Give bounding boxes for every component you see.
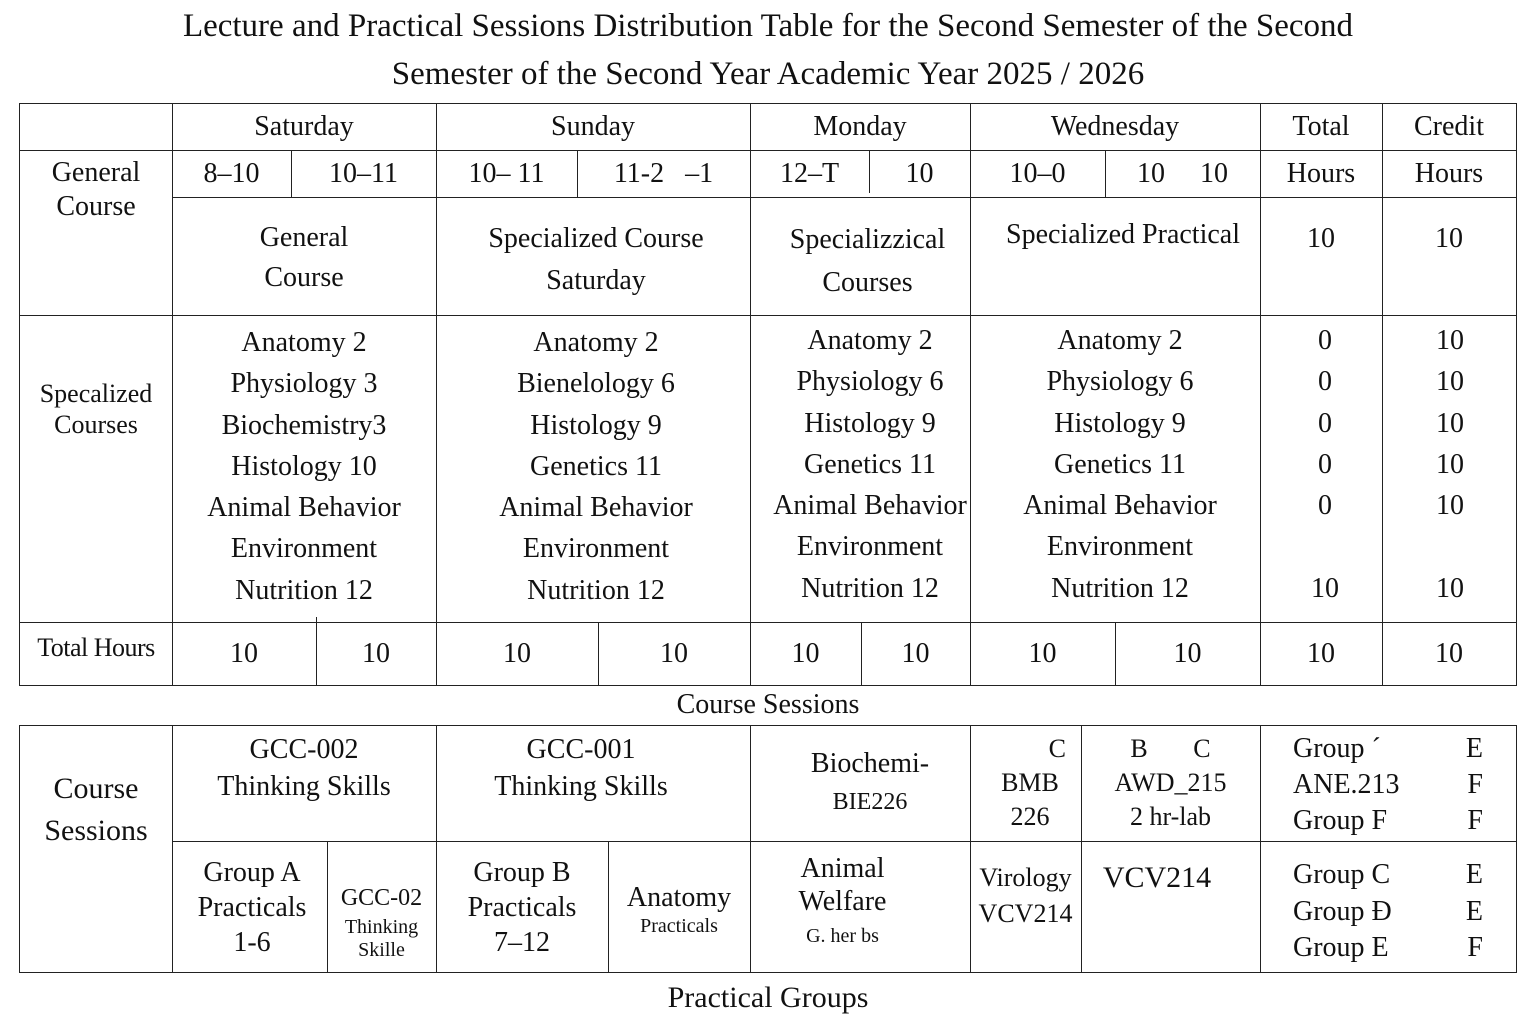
total-hours-value: 10 [1028, 637, 1057, 669]
course-sessions-row-label [20, 768, 172, 852]
course-item: Nutrition 12 [527, 574, 665, 606]
session-code: BIE226 [832, 789, 908, 815]
session-saturday-top [172, 731, 436, 803]
total-hours-header-line-1: Total [1292, 111, 1350, 142]
specialized-label-line: Courses [54, 410, 138, 439]
credit-hours-item [1447, 526, 1454, 567]
course-item: Physiology 6 [1046, 366, 1194, 398]
group-name: Group ´ [1293, 733, 1381, 764]
course-item: Anatomy 2 [807, 325, 933, 356]
session-name: Biochemi- [810, 748, 930, 779]
course-type-line: Courses [822, 267, 913, 298]
specialized-label-line: Specalized [39, 379, 153, 408]
total-hours-item: 0 [1318, 407, 1332, 439]
total-hours-item: 0 [1318, 448, 1332, 480]
day-header-saturday: Saturday [254, 111, 354, 142]
course-item: Histology 9 [1054, 407, 1186, 439]
session-name: Thinking Skills [217, 771, 391, 802]
credit-hours-item: 10 [1436, 572, 1464, 604]
course-type-line: Saturday [546, 265, 646, 296]
group-row [1293, 731, 1483, 767]
course-item: Environment [1046, 531, 1194, 563]
group-row [1293, 894, 1483, 931]
course-type-saturday [172, 218, 436, 302]
course-item: Physiology 3 [230, 368, 378, 400]
specialized-courses-monday [750, 320, 990, 610]
course-item: Physiology 6 [796, 366, 944, 398]
credit-hours-item: 10 [1436, 366, 1464, 398]
time-slot: 10 10 [1137, 157, 1228, 189]
group-code: E [1465, 733, 1483, 764]
course-item: Environment [230, 533, 378, 565]
total-hours-value: 10 [660, 637, 688, 669]
course-item: Environment [796, 531, 944, 563]
session-monday-top [750, 745, 990, 821]
total-hours-value: 10 [1435, 637, 1463, 669]
session-sunday-bottom-a [436, 855, 608, 960]
session-line: Virology [979, 863, 1072, 892]
session-line: BMB [1001, 768, 1059, 797]
session-line: Group A [203, 857, 301, 888]
total-hours-value: 10 [362, 637, 390, 669]
specialized-courses-wednesday [970, 320, 1270, 610]
total-hours-row-label: Total Hours [37, 632, 155, 662]
session-saturday-bottom-b [327, 880, 436, 972]
sessions-label-line: Sessions [44, 814, 148, 847]
group-code: F [1467, 805, 1483, 836]
group-name: ANE.213 [1293, 769, 1400, 800]
group-name: Group E [1293, 932, 1389, 963]
credit-hours-item: 10 [1436, 448, 1464, 480]
specialized-courses-sunday [436, 322, 756, 612]
page-title-line-1: Lecture and Practical Sessions Distribution Table for the Second Semester of the Second [182, 8, 1354, 44]
total-hours-value: 10 [503, 637, 531, 669]
session-monday-bottom [750, 852, 935, 962]
credit-hours-item: 10 [1436, 490, 1464, 522]
practical-groups-caption: Practical Groups [667, 981, 869, 1014]
course-item: Histology 10 [231, 450, 377, 482]
session-line: VCV214 [978, 899, 1073, 928]
total-hours-header-line-2: Hours [1286, 157, 1356, 189]
session-line: B C [1130, 734, 1211, 763]
total-hours-value: 10 [230, 637, 258, 669]
total-hours-item: 0 [1318, 490, 1332, 522]
group-code: E [1465, 859, 1483, 890]
specialized-credit-hours [1382, 320, 1518, 610]
total-hours-item: 0 [1318, 366, 1332, 398]
course-type-wednesday [970, 218, 1276, 260]
session-wednesday-b-top [1081, 732, 1260, 836]
total-hours-item: 10 [1311, 572, 1339, 604]
general-course-label-line-1: General [51, 157, 141, 188]
session-line: C [1048, 734, 1066, 763]
time-slot: 10–11 [329, 157, 398, 189]
session-wednesday-a-top [990, 732, 1070, 836]
course-type-line: Specialized Course [488, 223, 704, 254]
group-row [1293, 857, 1483, 894]
credit-hours-header-line-1: Credit [1414, 111, 1484, 142]
group-row [1293, 803, 1483, 839]
session-line: Skille [358, 939, 405, 961]
divider [20, 315, 1516, 316]
course-item: Genetics 11 [530, 450, 662, 482]
course-item: Nutrition 12 [801, 572, 939, 604]
course-type-monday [750, 218, 985, 302]
course-type-line: General [259, 222, 349, 253]
session-line: Welfare [798, 886, 887, 917]
session-line: 7–12 [494, 927, 550, 958]
groups-list-top [1260, 731, 1516, 839]
time-slot: 10 [905, 157, 934, 189]
course-item: Environment [522, 533, 670, 565]
course-item: Biochemistry3 [221, 409, 387, 441]
time-slot: 12–T [779, 157, 840, 189]
session-line: Thinking [344, 916, 419, 938]
day-header-sunday: Sunday [551, 111, 635, 142]
time-slot: 8–10 [203, 157, 260, 189]
session-sunday-bottom-b [608, 881, 750, 941]
group-row [1293, 767, 1483, 803]
specialized-courses-row-label [20, 378, 172, 450]
session-line: AWD_215 [1114, 768, 1227, 797]
course-item: Histology 9 [804, 407, 936, 439]
session-wednesday-b-bottom: VCV214 [1102, 861, 1212, 894]
course-item: Nutrition 12 [1051, 572, 1189, 604]
total-hours-value: 10 [791, 637, 820, 669]
course-item: Genetics 11 [1054, 448, 1186, 480]
group-code: F [1467, 769, 1483, 800]
course-item: Genetics 11 [804, 448, 936, 480]
course-type-total-hours: 10 [1307, 223, 1335, 254]
session-line: G. her bs [806, 925, 879, 947]
session-line: 1-6 [233, 927, 271, 958]
group-name: Group Đ [1293, 895, 1392, 927]
session-line: 226 [1010, 802, 1050, 831]
course-type-sunday [436, 218, 756, 302]
group-name: Group C [1293, 859, 1391, 890]
session-wednesday-a-bottom [970, 860, 1081, 936]
course-type-credit-hours: 10 [1435, 223, 1463, 254]
session-line: Animal [800, 853, 885, 884]
total-hours-value: 10 [1173, 637, 1202, 669]
specialized-courses-saturday [172, 322, 436, 612]
session-saturday-bottom-a [172, 855, 332, 960]
course-item: Animal Behavior [1023, 490, 1217, 522]
session-line: 2 hr-lab [1129, 802, 1212, 831]
session-sunday-top [436, 731, 726, 803]
general-course-row-label [20, 150, 172, 230]
course-item: Bienelology 6 [517, 368, 675, 400]
course-sessions-caption: Course Sessions [676, 689, 860, 720]
session-code: GCC-02 [340, 885, 423, 911]
day-header-monday: Monday [813, 111, 907, 142]
divider [172, 197, 1516, 198]
group-code: E [1465, 895, 1483, 927]
total-hours-item: 0 [1318, 325, 1332, 356]
session-name: Anatomy [626, 882, 732, 913]
sessions-label-line: Course [53, 772, 139, 805]
course-type-line: Specializzical [789, 224, 946, 255]
total-hours-value: 10 [1307, 637, 1335, 669]
general-course-label-line-2: Course [56, 191, 136, 222]
session-line: Practicals [467, 892, 577, 923]
session-line: Practicals [640, 915, 718, 937]
course-item: Anatomy 2 [241, 327, 367, 358]
total-hours-value: 10 [901, 637, 930, 669]
group-code: F [1467, 932, 1483, 963]
session-name: Thinking Skills [494, 771, 668, 802]
total-hours-item [1322, 526, 1329, 567]
course-type-line: Specialized Practical [1006, 219, 1240, 250]
groups-list-bottom [1260, 857, 1516, 965]
session-code: GCC-001 [526, 734, 636, 765]
specialized-total-hours [1260, 320, 1390, 610]
group-row [1293, 930, 1483, 967]
course-item: Histology 9 [530, 409, 662, 441]
course-item: Anatomy 2 [533, 327, 659, 358]
course-item: Anatomy 2 [1057, 325, 1183, 356]
course-item: Animal Behavior [773, 490, 967, 522]
course-item: Animal Behavior [499, 492, 693, 524]
group-name: Group F [1293, 805, 1388, 836]
course-item: Animal Behavior [207, 492, 401, 524]
credit-hours-item: 10 [1436, 407, 1464, 439]
time-slot: 10– 11 [468, 157, 545, 189]
day-header-wednesday: Wednesday [1050, 111, 1180, 142]
session-line: Practicals [197, 892, 307, 923]
time-slot: 10–0 [1009, 157, 1066, 189]
session-code: GCC-002 [249, 734, 359, 765]
page-title-line-2: Semester of the Second Year Academic Year 2025 / 2026 [391, 56, 1145, 92]
session-line: Group B [473, 857, 571, 888]
course-item: Nutrition 12 [235, 574, 373, 606]
credit-hours-header-line-2: Hours [1414, 157, 1484, 189]
credit-hours-item: 10 [1436, 325, 1464, 356]
time-slot: 11-2 –1 [613, 157, 714, 189]
course-type-line: Course [264, 262, 344, 293]
divider [172, 841, 1516, 842]
